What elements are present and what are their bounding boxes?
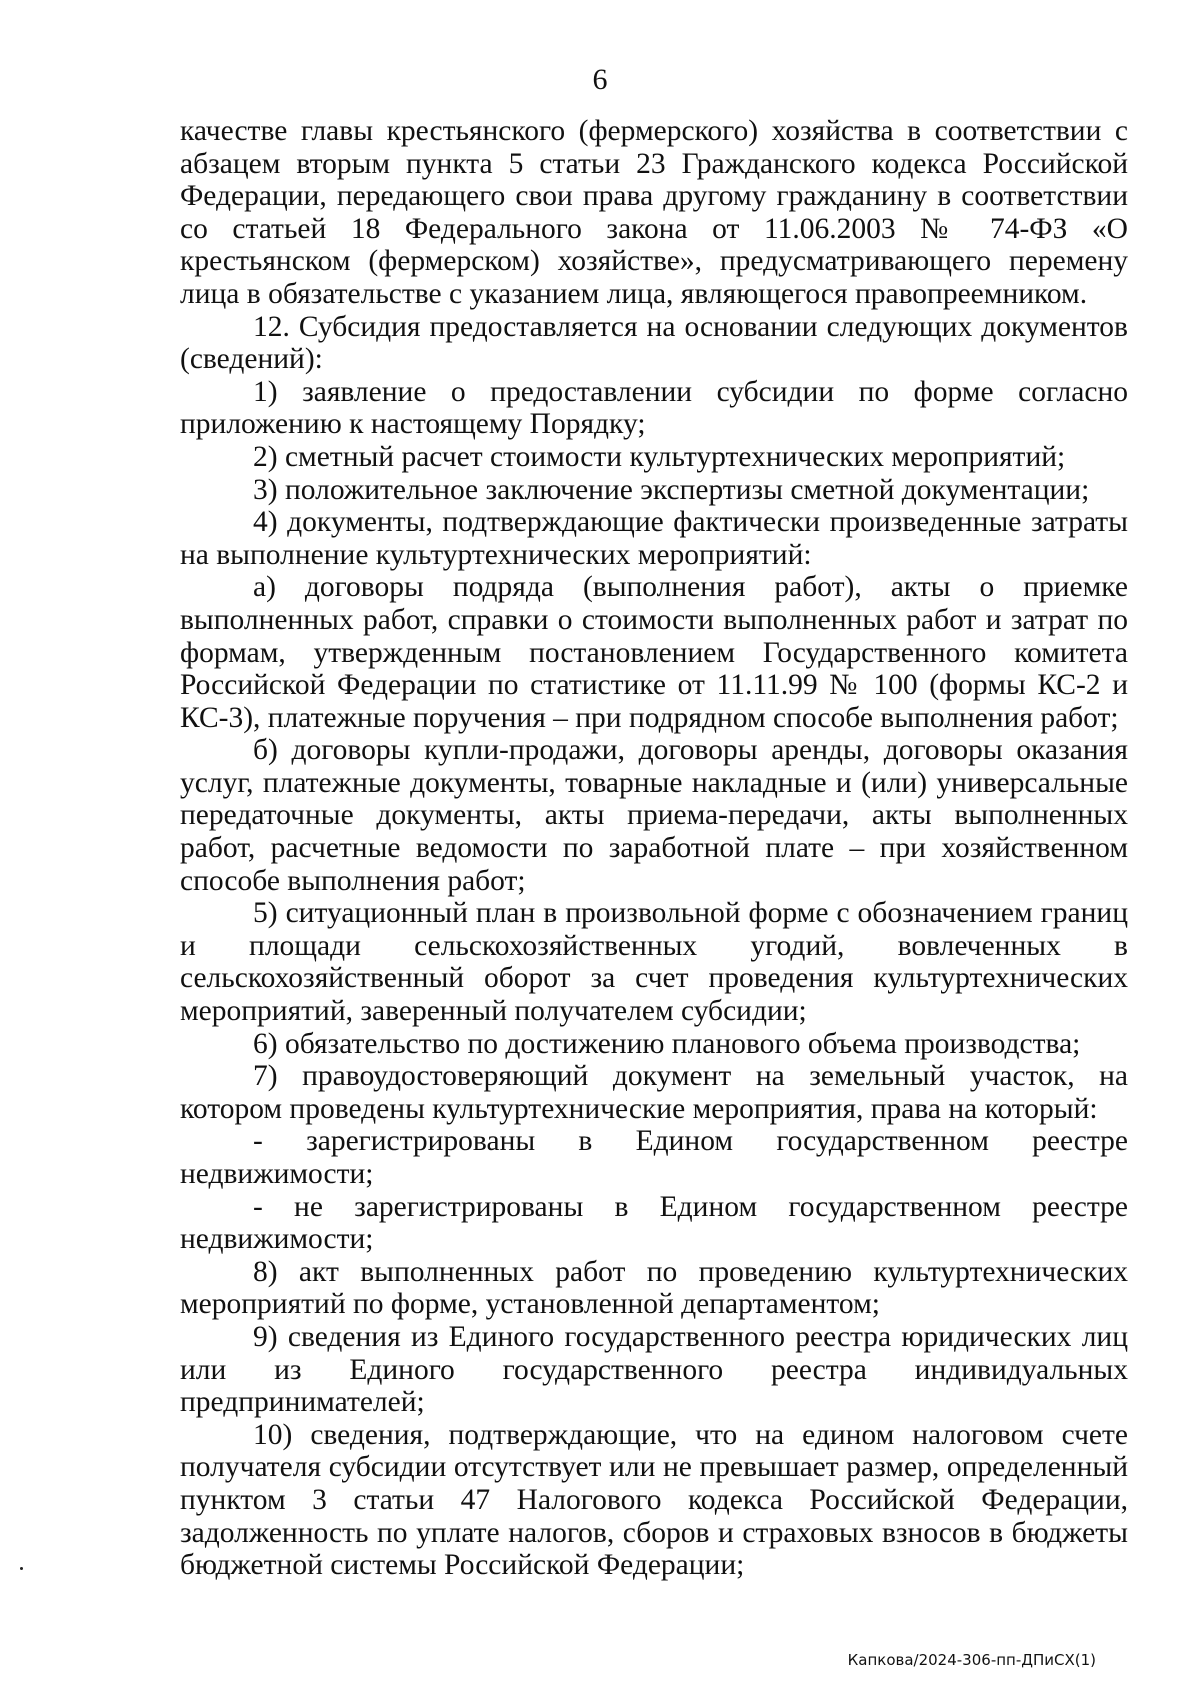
- list-item-10: 10) сведения, подтверждающие, что на едином налоговом счете получателя субсидии отсутствует или не превышает размер, определенный пунктом 3 статьи 47 Налогового кодекса Российской Федерации, задолженность по уплате налогов, сборов и страховых взносов в бюджеты бюджетной системы Российской Федерации;: [180, 1418, 1128, 1582]
- list-item-9: 9) сведения из Единого государственного реестра юридических лиц или из Единого государственного реестра индивидуальных предпринимателей;: [180, 1320, 1128, 1419]
- list-item-6: 6) обязательство по достижению планового объема производства;: [253, 1027, 1081, 1060]
- list-dash-item-not-registered: - не зарегистрированы в Едином государственном реестре недвижимости;: [180, 1190, 1128, 1256]
- list-subitem-a: а) договоры подряда (выполнения работ), акты о приемке выполненных работ, справки о стоимости выполненных работ и затрат по формам, утвержденным постановлением Государственного комитета Российской Федерации по статистике от 11.11.99 № 100 (формы КС-2 и КС-3), платежные поручения – при подрядном способе выполнения работ;: [180, 571, 1128, 734]
- list-dash-item-registered: - зарегистрированы в Едином государственном реестре недвижимости;: [180, 1125, 1128, 1190]
- list-subitem-b: б) договоры купли-продажи, договоры аренды, договоры оказания услуг, платежные документы, товарные накладные и (или) универсальные передаточные документы, акты приема-передачи, акты выполненных работ, расчетные ведомости по заработной плате – при хозяйственном способе выполнения работ;: [180, 734, 1128, 897]
- paragraph-item-12: 12. Субсидия предоставляется на основании следующих документов (сведений):: [180, 310, 1128, 376]
- list-item-2: 2) сметный расчет стоимости культуртехнических мероприятий;: [253, 440, 1066, 473]
- list-item-8: 8) акт выполненных работ по проведению культуртехнических мероприятий по форме, установленной департаментом;: [180, 1255, 1128, 1321]
- scan-speck: [20, 1567, 23, 1570]
- list-item-4: 4) документы, подтверждающие фактически произведенные затраты на выполнение культуртехнических мероприятий:: [180, 506, 1128, 571]
- list-item-5: 5) ситуационный план в произвольной форме с обозначением границ и площади сельскохозяйственных угодий, вовлеченных в сельскохозяйственный оборот за счет проведения культуртехнических мероприятий, заверенный получателем субсидии;: [180, 897, 1128, 1028]
- list-item-7: 7) правоудостоверяющий документ на земельный участок, на котором проведены культуртехнические мероприятия, права на который:: [180, 1060, 1128, 1125]
- document-id-footer: Капкова/2024-306-пп-ДПиСХ(1): [847, 1651, 1096, 1669]
- list-item-3: 3) положительное заключение экспертизы сметной документации;: [253, 473, 1090, 506]
- page-number: 6: [592, 63, 608, 96]
- list-item-1: 1) заявление о предоставлении субсидии по форме согласно приложению к настоящему Порядку;: [180, 375, 1128, 441]
- paragraph-continuation: качестве главы крестьянского (фермерского) хозяйства в соответствии с абзацем вторым пункта 5 статьи 23 Гражданского кодекса Российской Федерации, передающего свои права другому гражданину в соответствии со статьей 18 Федерального закона от 11.06.2003 № 74-ФЗ «О крестьянском (фермерском) хозяйстве», предусматривающего перемену лица в обязательстве с указанием лица, являющегося правопреемником.: [180, 115, 1128, 310]
- document-body: [180, 115, 1128, 1582]
